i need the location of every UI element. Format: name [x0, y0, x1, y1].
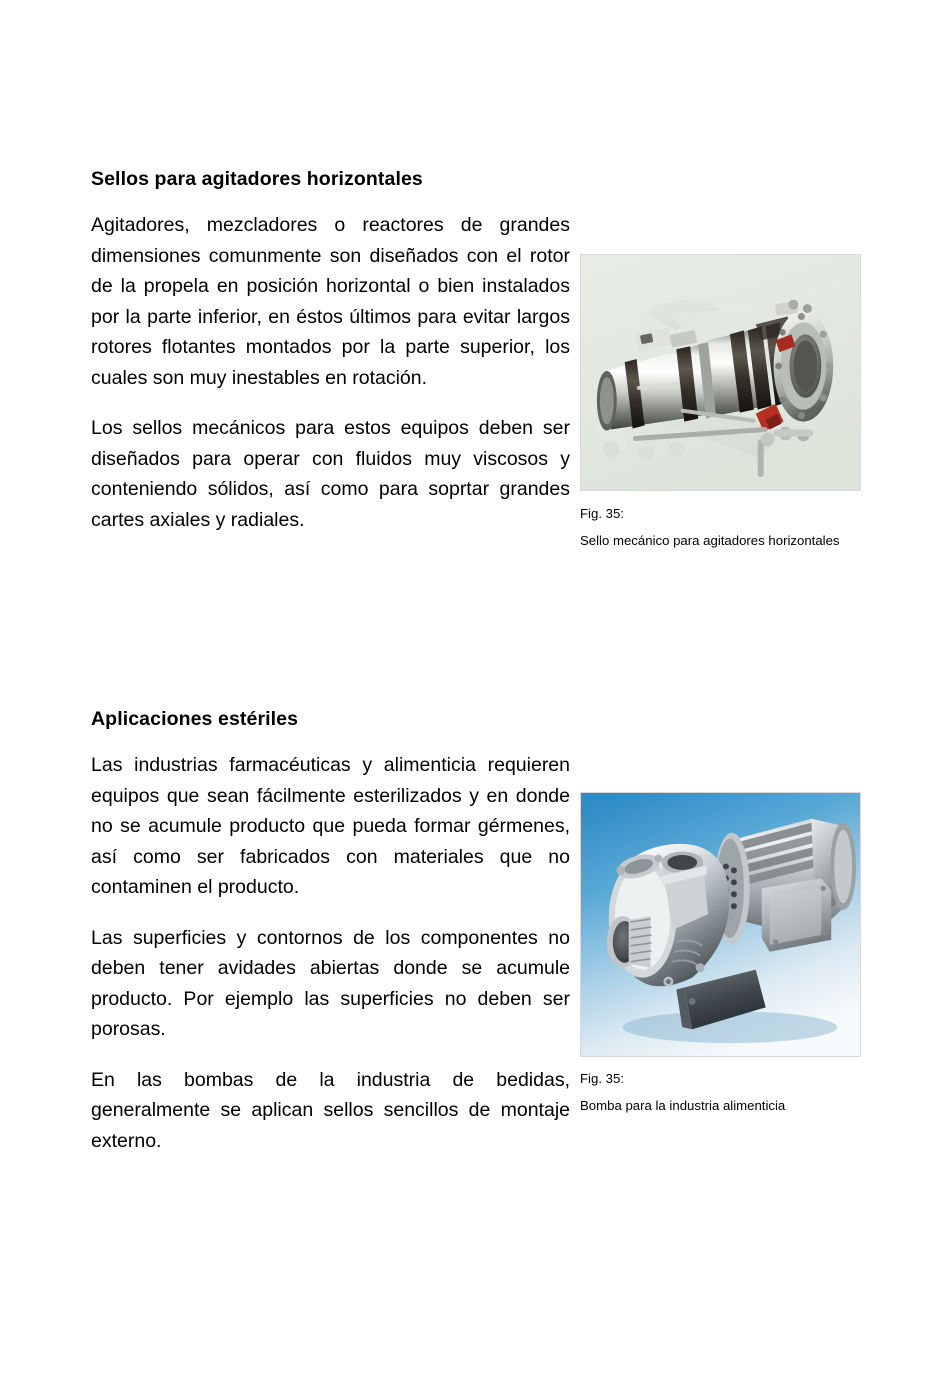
figure-number: Fig. 35:: [580, 506, 624, 522]
figure-caption-text: Sello mecánico para agitadores horizontales: [580, 533, 840, 549]
figure-caption-pump: [580, 1069, 861, 1115]
paragraph: Los sellos mecánicos para estos equipos deben ser diseñados para operar con fluidos muy viscosos y conteniendo sólidos, así como para soprtar grandes cartes axiales y radiales.: [91, 417, 570, 531]
figure-pump: [580, 792, 866, 1115]
text-column-sterile: [91, 750, 570, 1156]
mechanical-seal-photo: [580, 254, 861, 491]
figure-caption-text: Bomba para la industria alimenticia: [580, 1098, 786, 1114]
sanitary-pump-photo: [580, 792, 861, 1057]
sanitary-pump-illustration: [581, 793, 860, 1056]
paragraph: En las bombas de la industria de bedidas, generalmente se aplican sellos sencillos de montaje externo.: [91, 1068, 570, 1152]
mechanical-seal-illustration: [581, 255, 860, 490]
figure-number: Fig. 35:: [580, 1071, 624, 1087]
text-column-seals: [91, 210, 570, 535]
paragraph: Las industrias farmacéuticas y alimenticia requieren equipos que sean fácilmente esterilizados y en donde no se acumule producto que pueda formar gérmenes, así como ser fabricados con materiales que no contaminen el producto.: [91, 754, 570, 899]
section-heading-seals: Sellos para agitadores horizontales: [91, 168, 423, 190]
content-columns-seals: [91, 210, 866, 549]
paragraph: Las superficies y contornos de los componentes no deben tener avidades abiertas donde se acumule producto. Por ejemplo las superficies no deben ser porosas.: [91, 926, 570, 1041]
content-columns-sterile: [91, 750, 866, 1156]
section-seals: [91, 168, 866, 549]
figure-seal: [580, 254, 866, 550]
figure-caption-seal: [580, 504, 861, 550]
paragraph: Agitadores, mezcladores o reactores de grandes dimensiones comunmente son diseñados con el rotor de la propela en posición horizontal o bien instalados por la parte inferior, en éstos últimos para evitar largos rotores flotantes montados por la parte superior, los cuales son muy inestables en rotación.: [91, 214, 570, 389]
section-sterile: [91, 708, 866, 1156]
section-heading-sterile: Aplicaciones estériles: [91, 708, 299, 730]
